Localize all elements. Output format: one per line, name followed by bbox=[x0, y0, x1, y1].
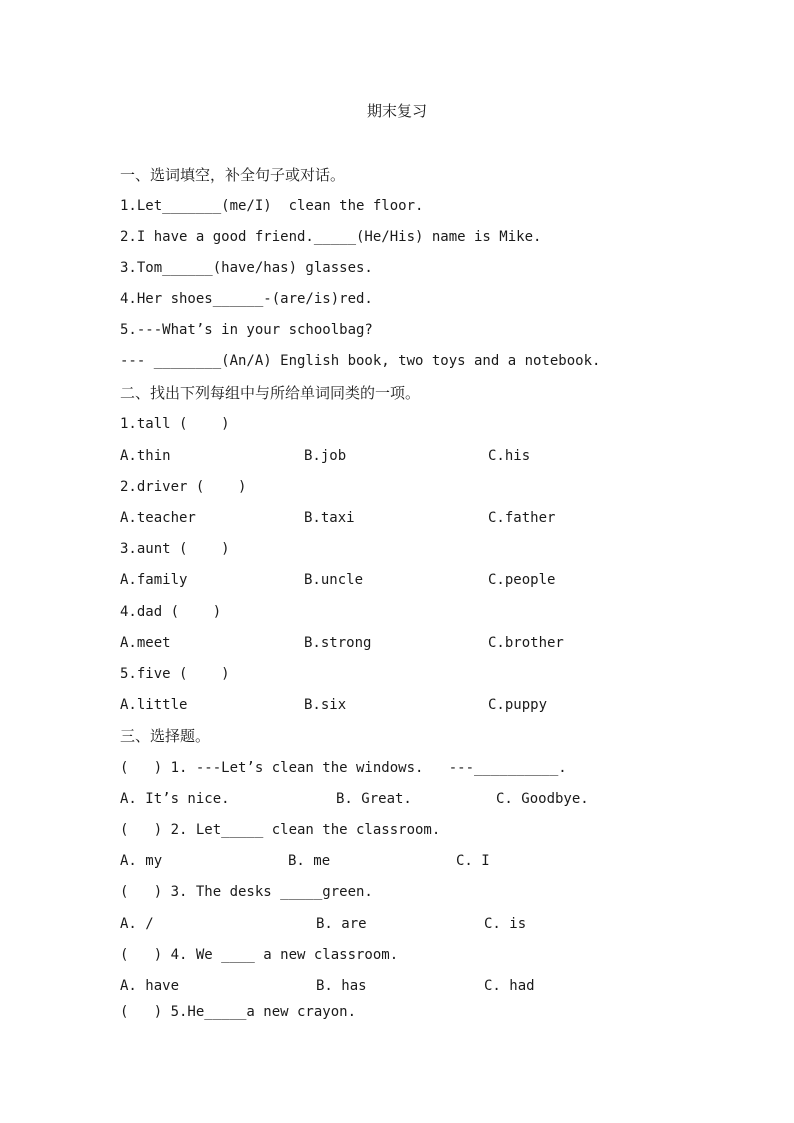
choice-q4-option-c: C. had bbox=[484, 978, 535, 994]
category-question-1: 1.tall ( ) bbox=[120, 416, 230, 432]
fill-question-3: 3.Tom______(have/has) glasses. bbox=[120, 260, 373, 276]
choice-q2-option-b: B. me bbox=[288, 853, 331, 869]
choice-q1-option-a: A. It’s nice. bbox=[120, 791, 230, 807]
category-q2-option-a: A.teacher bbox=[120, 510, 196, 526]
choice-q2-option-c: C. I bbox=[456, 853, 490, 869]
choice-question-1: ( ) 1. ---Let’s clean the windows. ---__________. bbox=[120, 760, 567, 776]
choice-question-4: ( ) 4. We ____ a new classroom. bbox=[120, 947, 399, 963]
category-q1-option-a: A.thin bbox=[120, 448, 171, 464]
choice-q3-option-b: B. are bbox=[316, 916, 367, 932]
category-q2-option-b: B.taxi bbox=[304, 510, 355, 526]
choice-q4-option-a: A. have bbox=[120, 978, 180, 994]
section-2-heading: 二、找出下列每组中与所给单词同类的一项。 bbox=[120, 384, 421, 402]
choice-question-2: ( ) 2. Let_____ clean the classroom. bbox=[120, 822, 441, 838]
fill-question-5: 5.---What’s in your schoolbag? bbox=[120, 322, 373, 338]
fill-question-2: 2.I have a good friend._____(He/His) name is Mike. bbox=[120, 229, 542, 245]
category-q4-option-b: B.strong bbox=[304, 635, 372, 651]
category-q5-option-c: C.puppy bbox=[488, 697, 548, 713]
choice-q1-option-b: B. Great. bbox=[336, 791, 412, 807]
choice-question-5: ( ) 5.He_____a new crayon. bbox=[120, 1004, 357, 1020]
category-q3-option-c: C.people bbox=[488, 572, 556, 588]
fill-question-4: 4.Her shoes______-(are/is)red. bbox=[120, 291, 373, 307]
category-q2-option-c: C.father bbox=[488, 510, 556, 526]
choice-q3-option-c: C. is bbox=[484, 916, 527, 932]
category-q1-option-b: B.job bbox=[304, 448, 347, 464]
section-1-heading: 一、选词填空，补全句子或对话。 bbox=[120, 166, 346, 184]
fill-question-5-answer: --- ________(An/A) English book, two toys and a notebook. bbox=[120, 353, 601, 369]
category-q4-option-c: C.brother bbox=[488, 635, 564, 651]
choice-q1-option-c: C. Goodbye. bbox=[496, 791, 589, 807]
category-q3-option-a: A.family bbox=[120, 572, 188, 588]
category-q4-option-a: A.meet bbox=[120, 635, 171, 651]
category-q5-option-a: A.little bbox=[120, 697, 188, 713]
choice-question-3: ( ) 3. The desks _____green. bbox=[120, 884, 373, 900]
choice-q2-option-a: A. my bbox=[120, 853, 163, 869]
category-question-5: 5.five ( ) bbox=[120, 666, 230, 682]
category-q3-option-b: B.uncle bbox=[304, 572, 364, 588]
category-question-4: 4.dad ( ) bbox=[120, 604, 222, 620]
category-q1-option-c: C.his bbox=[488, 448, 531, 464]
page-title: 期末复习 bbox=[366, 102, 427, 120]
category-q5-option-b: B.six bbox=[304, 697, 347, 713]
category-question-2: 2.driver ( ) bbox=[120, 479, 247, 495]
fill-question-1: 1.Let_______(me/I) clean the floor. bbox=[120, 198, 424, 214]
choice-q3-option-a: A. / bbox=[120, 916, 154, 932]
category-question-3: 3.aunt ( ) bbox=[120, 541, 230, 557]
section-3-heading: 三、选择题。 bbox=[120, 727, 211, 745]
choice-q4-option-b: B. has bbox=[316, 978, 367, 994]
